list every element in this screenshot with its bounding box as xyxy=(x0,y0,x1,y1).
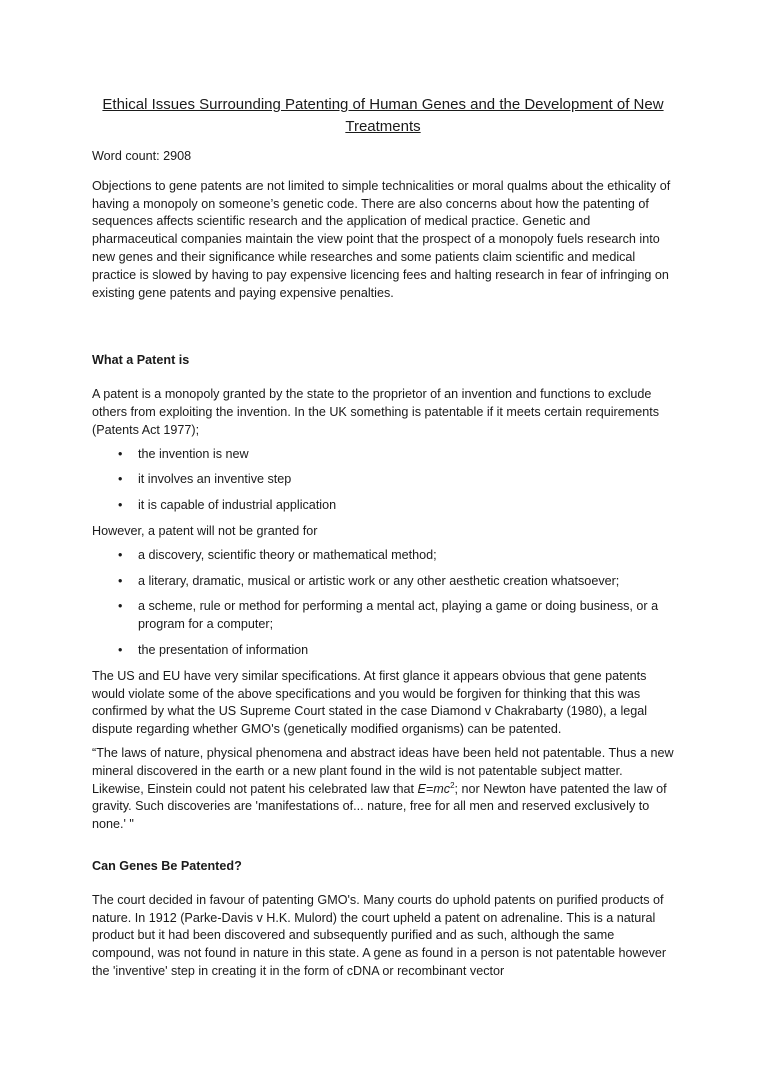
list-item-text: the invention is new xyxy=(138,446,249,461)
heading-spacer xyxy=(92,882,674,892)
list-item-text: a discovery, scientific theory or mathematical method; xyxy=(138,547,437,562)
document-page xyxy=(92,94,674,987)
heading-what-a-patent-is: What a Patent is xyxy=(92,353,190,368)
list-item-text: it is capable of industrial application xyxy=(138,498,337,513)
intro-paragraph: Objections to gene patents are not limited to simple technicalities or moral qualms about the ethicality of having a monopoly on someone’s genetic code. There are also concerns about how the patenting of sequences affects scientific research and the application of medical practice. Genetic and pharmaceutical companies maintain the view point that the prospect of a monopoly fuels research into new genes and their significance while researches and some patients claim scientific and medical practice is slowed by having to pay expensive licencing fees and halting research in fear of infringing on existing gene patents and paying expensive penalties. xyxy=(92,178,671,300)
exclusions-list xyxy=(92,547,674,660)
heading-can-genes-be-patented: Can Genes Be Patented? xyxy=(92,858,242,873)
list-item-text: the presentation of information xyxy=(138,642,309,657)
document-title: Ethical Issues Surrounding Patenting of Human Genes and the Development of New Treatments xyxy=(102,96,664,135)
quote-text-part2: ; nor Newton have patented the law of gravity. Such discoveries are 'manifestations of... nature, free for all men and reserved exclusively to none.' " xyxy=(92,781,667,832)
list-item-text: a literary, dramatic, musical or artistic work or any other aesthetic creation whatsoever; xyxy=(138,573,620,588)
list-item xyxy=(118,471,674,489)
bullet-icon: • xyxy=(118,446,123,461)
list-item xyxy=(118,497,674,515)
supreme-court-quote xyxy=(92,745,674,834)
not-granted-intro: However, a patent will not be granted for xyxy=(92,523,318,538)
word-count: Word count: 2908 xyxy=(92,149,192,163)
list-item-text: a scheme, rule or method for performing a mental act, playing a game or doing business, or a program for a computer; xyxy=(138,599,659,632)
bullet-icon: • xyxy=(118,498,123,513)
heading-spacer xyxy=(92,376,674,386)
bullet-icon: • xyxy=(118,547,123,562)
genes-paragraph: The court decided in favour of patenting GMO's. Many courts do uphold patents on purified products of nature. In 1912 (Parke-Davis v H.K. Mulord) the court upheld a patent on adrenaline. This is a natural product but it had been discovered and subsequently purified and as such, although the same compound, was not found in nature in this state. A gene as found in a person is not patentable however the 'inventive' step in creating it in the form of cDNA or recombinant vector xyxy=(92,892,667,978)
bullet-icon: • xyxy=(118,642,123,657)
list-item xyxy=(118,598,674,634)
section-spacer xyxy=(92,308,674,352)
list-item xyxy=(118,642,674,660)
patent-definition-paragraph: A patent is a monopoly granted by the state to the proprietor of an invention and functions to exclude others from exploiting the invention. In the UK something is patentable if it meets certain requirements (Patents Act 1977); xyxy=(92,387,660,437)
list-item xyxy=(118,547,674,565)
list-item xyxy=(118,573,674,591)
us-eu-paragraph: The US and EU have very similar specifications. At first glance it appears obvious that gene patents would violate some of the above specifications and you would be forgiven for thinking that this was confirmed by what the US Supreme Court stated in the case Diamond v Chakrabarty (1980), a legal dispute regarding whether GMO's (genetically modified organisms) can be patented. xyxy=(92,668,648,737)
quote-superscript: 2 xyxy=(450,780,455,790)
section-spacer xyxy=(92,840,674,858)
requirements-list xyxy=(92,446,674,515)
bullet-icon: • xyxy=(118,472,123,487)
bullet-icon: • xyxy=(118,573,123,588)
bullet-icon: • xyxy=(118,599,123,614)
list-item xyxy=(118,446,674,464)
quote-formula: E=mc xyxy=(417,781,451,796)
quote-text-part1: “The laws of nature, physical phenomena and abstract ideas have been held not patentable. Thus a new mineral discovered in the earth or a new plant found in the wild is not patentable subject matter. Likewise, Einstein could not patent his celebrated law that xyxy=(92,745,674,796)
list-item-text: it involves an inventive step xyxy=(138,472,292,487)
